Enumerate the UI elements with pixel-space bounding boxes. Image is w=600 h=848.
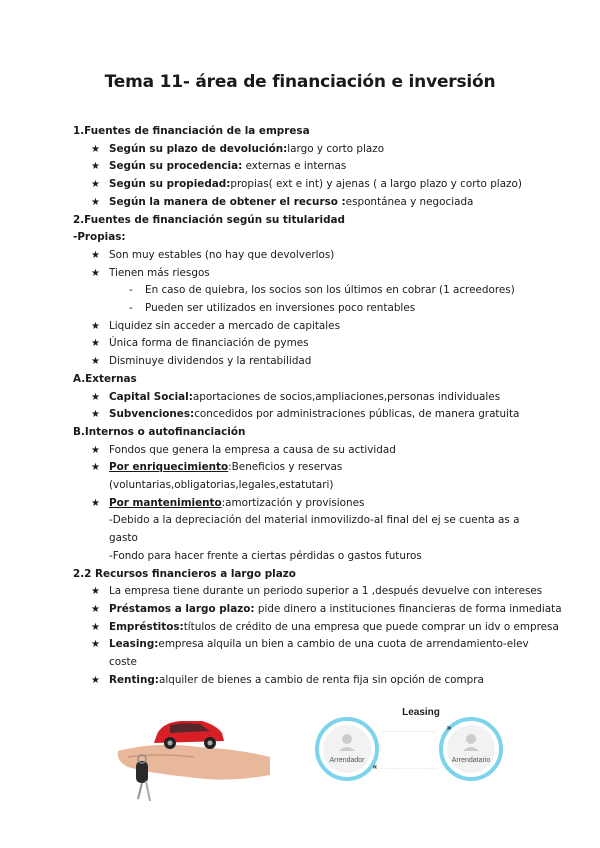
star-bullet-icon: ★ xyxy=(91,409,100,421)
heading-externas: A.Externas xyxy=(73,372,137,385)
star-bullet-icon: ★ xyxy=(91,267,100,279)
star-bullet-icon: ★ xyxy=(91,179,100,191)
list-item: ★ Son muy estables (no hay que devolverlos) xyxy=(73,247,543,265)
star-bullet-icon: ★ xyxy=(91,639,100,651)
list-item: ★ Según su plazo de devolución:largo y corto plazo xyxy=(73,141,543,159)
list-item: ★ Préstamos a largo plazo: pide dinero a instituciones financieras de forma inmediata xyxy=(73,601,543,619)
star-bullet-icon: ★ xyxy=(91,338,100,350)
list-item: ★ Fondos que genera la empresa a causa de su actividad xyxy=(73,442,543,460)
list-item-continuation: coste xyxy=(109,656,137,669)
heading-internos: B.Internos o autofinanciación xyxy=(73,425,246,438)
list-item-continuation: gasto xyxy=(109,532,138,545)
leasing-diagram xyxy=(313,701,505,797)
list-item-continuation: (voluntarias,obligatorias,legales,estatutari) xyxy=(109,479,334,492)
star-bullet-icon: ★ xyxy=(91,391,100,403)
star-bullet-icon: ★ xyxy=(91,196,100,208)
car-hub-front xyxy=(168,741,173,746)
star-bullet-icon: ★ xyxy=(91,444,100,456)
star-bullet-icon: ★ xyxy=(91,497,100,509)
heading-titularidad: 2.Fuentes de financiación según su titularidad xyxy=(73,213,345,226)
list-item: ★ Disminuye dividendos y la rentabilidad xyxy=(73,353,543,371)
list-item: ★ Liquidez sin acceder a mercado de capitales xyxy=(73,318,543,336)
star-bullet-icon: ★ xyxy=(91,674,100,686)
list-item-continuation: -Debido a la depreciación del material inmovilizdo-al final del ej se cuenta as a xyxy=(109,514,520,527)
star-bullet-icon: ★ xyxy=(91,621,100,633)
list-item: ★ Tienen más riesgos xyxy=(73,265,543,283)
heading-largo-plazo: 2.2 Recursos financieros a largo plazo xyxy=(73,567,296,580)
star-bullet-icon: ★ xyxy=(91,462,100,474)
star-bullet-icon: ★ xyxy=(91,143,100,155)
star-bullet-icon: ★ xyxy=(91,586,100,598)
list-item: ★ Leasing:empresa alquila un bien a cambio de una cuota de arrendamiento-elev xyxy=(73,636,543,654)
star-bullet-icon: ★ xyxy=(91,249,100,261)
list-item: ★ Subvenciones:concedidos por administraciones públicas, de manera gratuita xyxy=(73,406,543,424)
dash-bullet-icon: - xyxy=(129,302,133,315)
star-bullet-icon: ★ xyxy=(91,320,100,332)
sub-list-item: - En caso de quiebra, los socios son los últimos en cobrar (1 acreedores) xyxy=(73,282,543,300)
list-item: ★ Empréstitos:títulos de crédito de una empresa que puede comprar un idv o empresa xyxy=(73,619,543,637)
subheading-propias: -Propias: xyxy=(73,231,126,244)
list-item: ★ La empresa tiene durante un periodo superior a 1 ,después devuelve con intereses xyxy=(73,583,543,601)
hand-car-keys-image xyxy=(98,691,270,803)
list-item: ★ Según la manera de obtener el recurso :espontánea y negociada xyxy=(73,194,543,212)
list-item: ★ Por mantenimiento:amortización y provisiones xyxy=(73,495,543,513)
star-bullet-icon: ★ xyxy=(91,161,100,173)
label-arrendatario: Arrendatario xyxy=(451,757,491,764)
star-bullet-icon: ★ xyxy=(91,356,100,368)
person-icon-right-head xyxy=(466,734,476,744)
arrow-bottom-text: ←←←←←←←←←←←←←←←← xyxy=(381,766,437,770)
person-icon-left-head xyxy=(342,734,352,744)
heading-fuentes: 1.Fuentes de financiación de la empresa xyxy=(73,125,310,137)
car-key-fob xyxy=(136,761,148,783)
arrow-top-text: →→→→→→→→→→→→→→→→ xyxy=(381,729,437,733)
diagram-title: Leasing xyxy=(402,707,440,718)
star-bullet-icon: ★ xyxy=(91,603,100,615)
list-item: ★ Renting:alquiler de bienes a cambio de renta fija sin opción de compra xyxy=(73,672,543,690)
list-item: ★ Por enriquecimiento:Beneficios y reservas xyxy=(73,459,543,477)
page-title: Tema 11- área de financiación e inversión xyxy=(104,72,496,92)
sub-list-item: - Pueden ser utilizados en inversiones poco rentables xyxy=(73,300,543,318)
list-item: ★ Según su procedencia: externas e internas xyxy=(73,158,543,176)
list-item: ★ Capital Social:aportaciones de socios,ampliaciones,personas individuales xyxy=(73,389,543,407)
document-body xyxy=(73,123,562,690)
arrow-right-icon: » xyxy=(446,723,452,732)
list-item: ★ Única forma de financiación de pymes xyxy=(73,335,543,353)
arrow-left-icon: « xyxy=(372,762,378,771)
list-item: ★ Según su propiedad:propias( ext e int) y ajenas ( a largo plazo y corto plazo) xyxy=(73,176,543,194)
dash-bullet-icon: - xyxy=(129,284,133,297)
car-hub-rear xyxy=(208,741,213,746)
label-arrendador: Arrendador xyxy=(329,757,365,764)
list-item-continuation: -Fondo para hacer frente a ciertas pérdidas o gastos futuros xyxy=(109,549,422,562)
